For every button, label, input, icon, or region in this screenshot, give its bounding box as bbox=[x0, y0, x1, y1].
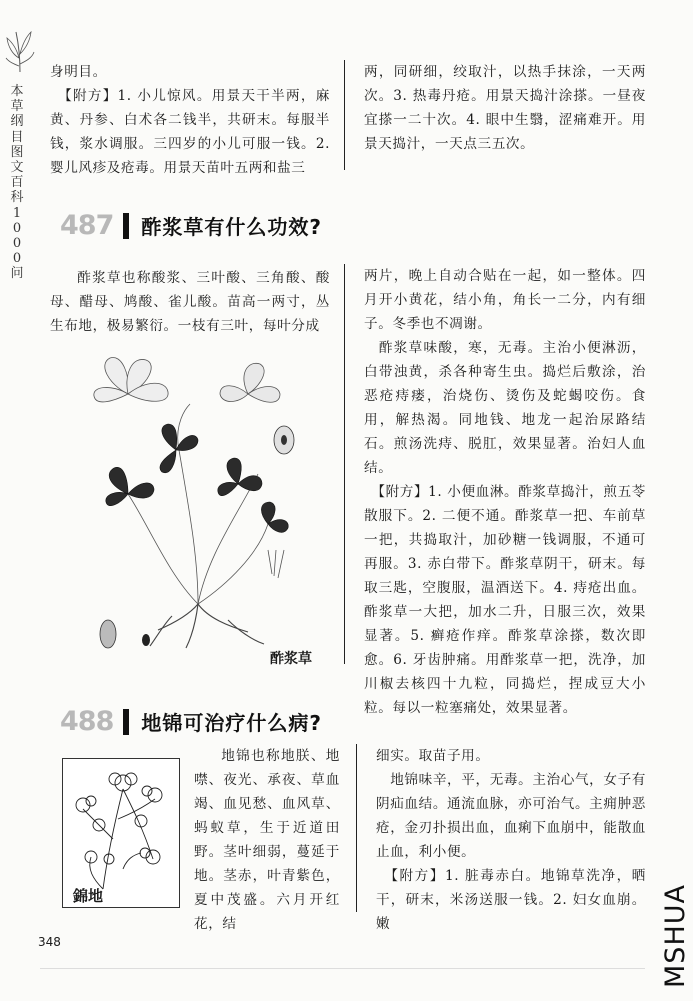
illustration-caption: 錦地 bbox=[73, 887, 104, 905]
section-number: 487 bbox=[60, 210, 114, 241]
section-487-intro: 酢浆草也称酸浆、三叶酸、三角酸、酸母、醋母、鸠酸、雀儿酸。苗高一两寸，丛生布地，极易繁衍。一枝有三叶，每叶分成 bbox=[50, 270, 330, 334]
heading-bar bbox=[123, 213, 129, 239]
illustration-caption: 酢浆草 bbox=[270, 651, 312, 667]
section-488-body: 细实。取苗子用。 地锦味辛，平，无毒。主治心气，女子有阴疝血结。通流血脉，亦可治气。主痈肿恶疮，金刃扑损出血，血痢下血崩中，能散血止血，利小便。 【附方】1. 脏毒赤白。地锦草洗净，晒干，研末，米汤送服一钱。2. 妇女血崩。嫩 bbox=[376, 748, 646, 932]
dijin-illustration-frame bbox=[62, 758, 180, 908]
column-divider bbox=[344, 264, 345, 664]
book-title: 本草纲目图文百科1000问 bbox=[10, 84, 24, 282]
oxalis-plant-illustration bbox=[88, 354, 308, 654]
leaf-sprig-icon bbox=[4, 28, 36, 74]
section-title: 酢浆草有什么功效? bbox=[141, 215, 322, 239]
page-number: 348 bbox=[38, 935, 61, 949]
section-number: 488 bbox=[60, 706, 114, 737]
top-text-right: 两，同研细，绞取汁，以热手抹涂，一天两次。3. 热毒丹疮。用景天捣汁涂搽。一昼夜宜搽一二十次。4. 眼中生翳，涩痛难开。用景天捣汁，一天点三五次。 bbox=[364, 64, 646, 152]
column-divider bbox=[356, 744, 357, 912]
section-487-heading bbox=[60, 210, 322, 241]
section-488-heading bbox=[60, 706, 322, 737]
section-488-intro: 地锦也称地朕、地噤、夜光、承夜、草血竭、血见愁、血风草、蚂蚁草，生于近道田野。茎叶细弱，蔓延于地。茎赤，叶青紫色，夏中茂盛。六月开红花，结 bbox=[194, 748, 340, 932]
section-487-body: 两片，晚上自动合贴在一起，如一整体。四月开小黄花，结小角，角长一二分，内有细子。冬季也不凋谢。 酢浆草味酸，寒，无毒。主治小便淋沥，白带浊黄，杀各种寄生虫。捣烂后敷涂，治恶疮痔瘘，治烧伤、烫伤及蛇蝎咬伤。食用，解热渴。同地钱、地龙一起治尿路结石。煎汤洗痔、脱肛，效果显著。治妇人血结。 【附方】1. 小便血淋。酢浆草捣汁，煎五苓散服下。2. 二便不通。酢浆草一把、车前草一把，共捣取汁，加砂糖一钱调服，不通可再服。3. 赤白带下。酢浆草阴干，研末。每取三匙，空腹服，温酒送下。4. 痔疮出血。酢浆草一大把，加水二升，日服三次，效果显著。5. 癣疮作痒。酢浆草涂搽，数次即愈。6. 牙齿肿痛。用酢浆草一把，洗净，加川椒去核四十九粒，同捣烂，捏成豆大小粒。每以一粒塞痛处，效果显著。 bbox=[364, 268, 646, 716]
top-text-left: 身明目。 【附方】1. 小儿惊风。用景天干半两，麻黄、丹参、白术各二钱半，共研末。每服半钱，浆水调服。三四岁的小儿可服一钱。2. 婴儿风疹及疮毒。用景天苗叶五两和盐三 bbox=[50, 64, 330, 176]
column-divider bbox=[344, 60, 345, 170]
heading-bar bbox=[123, 709, 129, 735]
footer-rule bbox=[40, 968, 645, 969]
watermark: MSHUA bbox=[660, 884, 691, 988]
section-title: 地锦可治疗什么病? bbox=[141, 711, 322, 735]
